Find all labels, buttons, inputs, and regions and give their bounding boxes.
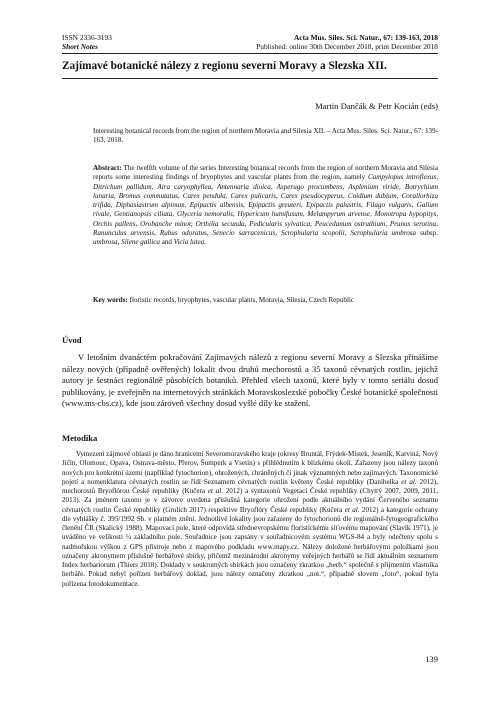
keywords — [93, 296, 438, 305]
metodika-paragraph — [62, 450, 438, 589]
authors: Martin Dančák & Petr Kocián (eds) — [315, 101, 438, 111]
keywords-label: Key words: — [93, 296, 128, 304]
abstract-label: Abstract: — [93, 164, 122, 172]
metodika-text-4: 2012) a kategorie ochrany dle vyhlášky č. 395/1992 Sb. v platném znění. Jednotlivé lokality jsou zařazeny do fytochorionů dle regionálně-fytogeografického členění ČR (Skalický 1988). Mapovací pole, které odpovídá středoevropskému floristickému síťovému mapování (Slavík 1971), je uváděno ve velikosti ¼ základního pole. Souřadnice jsou zapsány v souřadnicovém systému WGS-84 a byly odečteny spolu s nadmořskou výškou z GPS přístroje nebo z mapového podkladu www.mapy.cz. Nálezy doložené herbářovými položkami jsou označeny akronymem příslušné herbářové sbírky, přičemž mezinárodní akronymy veřejných herbářů se řídí aktuálním seznamem Index herbariorum (Thiers 2018). Doklady v soukromých sbírkách jsou označeny zkratkou „herb.“ společně s příjmením vlastníka herbáře. Pokud nebyl pořízen herbářový doklad, jsou nálezy označeny zkratkou „not.“, případně slovem „foto“, pokud byla pořízena fotodokumentace. — [62, 505, 439, 588]
metodika-heading: Metodika — [62, 433, 98, 443]
journal-citation: Acta Mus. Siles. Sci. Natur., 67: 139-163, 2018 — [293, 33, 438, 42]
metodika-text-3: 2012) a syntaxonů Vegetací České republiky (Chytrý 2007, 2009, 2011, 2013). Za jménem taxonu je v závorce uvedena příslušná kategorie ohrožení podle aktuálního vydání Červeného seznamu cévnatých rostlin České republiky (Grulich 2017) respektive Bryoflóry České republiky (Kučera — [62, 487, 438, 514]
uvod-text: V letošním dvanáctém pokračování Zajímavých nálezů z regionu severní Moravy a Slezska přinášíme nálezy nových (případně ověřených) lokalit dvou druhů mechorostů a 35 taxonů cévnatých rostlin, jejichž autory je šestnáct regionálně působících botaniků. Přehled všech taxonů, které byly v tomto seriálu dosud publikovány, je zveřejněn na internetových stránkách Moravskoslezské pobočky České botanické společnosti (www.ms-cbs.cz), kde jsou zároveň všechny dosud vyšlé díly ke stažení. — [62, 352, 438, 409]
title-rule — [62, 78, 438, 79]
abstract-subsp: subsp. — [420, 228, 438, 237]
abstract — [93, 164, 438, 247]
header-rule — [62, 53, 438, 54]
metodika-text-1: Vymezení zájmové oblasti je dáno hranicemi Severomoravského kraje (okresy Bruntál, Frýdek-Místek, Jeseník, Karviná, Nový Jičín, Olomouc, Opava, Ostrava-město, Přerov, Šumperk a Vsetín) s přihlédnutím k blízkému okolí. Zařazeny jsou nálezy taxonů nových pro konkrétní území (například fytochorion), ohrožených, chráněných či jinak významných nebo zajímavých. Taxonomické pojetí a nomenklatura cévnatých rostlin se řídí Seznamem cévnatých rostlin květeny České republiky (Danihelka — [62, 450, 438, 486]
abstract-species-3: Vicia lutea — [173, 238, 205, 246]
section-label: Short Notes — [62, 42, 98, 51]
abstract-species: Campylopus introflexus, Ditrichum pallidum, Aira caryophyllea, Antennaria dioica, Asperugo procumbens, Asplenium viride, Botrychium lunaria, Bromus commutatus, Carex pendula, Carex pulicaris, Carex pseudocyperus, Cnidium dubium, Corallorhiza trifida, Diphasiastrum alpinum, Epipactis albensis, Epipactis greuteri, Epipactis palustris, Filago vulgaris, Galium rivale, Gentianopsis ciliata, Glyceria nemoralis, Hypericum humifusum, Melampyrum arvense, Monotropa hypopitys, Orchis pallens, Orobanche minor, Orthilia secunda, Pedicularis sylvatica, Peucedanum ostruthium, Prunus serotina, Ranunculus arvensis, Rubus odoratus, Senecio sarracenicus, Scrophularia scopolii, Scrophularia umbrosa — [93, 173, 438, 237]
abstract-species-2: Silene gallica — [121, 238, 160, 246]
abstract-text: The twelfth volume of the series Interesting botanical records from the region of northern Moravia and Silesia reports some interesting findings of bryophytes and vascular plants from the region, namely — [93, 164, 438, 182]
running-header-right — [256, 33, 438, 51]
keywords-text: floristic records, bryophytes, vascular plants, Moravia, Silesia, Czech Republic — [129, 296, 355, 304]
metodika-etal-1: et al. — [401, 477, 417, 486]
page-number: 139 — [425, 654, 438, 664]
article-title: Zajímavé botanické nálezy z regionu severní Moravy a Slezska XII. — [62, 60, 387, 72]
abstract-and: and — [161, 238, 172, 246]
abstract-comma: , — [117, 238, 120, 246]
metodika-etal-3: et al. — [344, 505, 360, 514]
issn: ISSN 2336-3193 — [62, 33, 112, 42]
running-header-left — [62, 33, 112, 51]
metodika-etal-2: et al. — [207, 487, 223, 495]
citation: Interesting botanical records from the region of northern Moravia and Silesia XII. – Acta Mus. Siles. Sci. Natur., 67: 139-163, 2018. — [93, 127, 438, 145]
uvod-paragraph — [62, 352, 438, 410]
abstract-end: . — [204, 238, 206, 246]
abstract-subsp-name: umbrosa — [93, 238, 118, 246]
metodika-text-2: 2012), mechorostů Bryoflórou České republiky (Kučera — [62, 477, 438, 495]
publication-dates: Published: online 30th December 2018, print December 2018 — [256, 42, 438, 51]
uvod-heading: Úvod — [62, 335, 82, 345]
